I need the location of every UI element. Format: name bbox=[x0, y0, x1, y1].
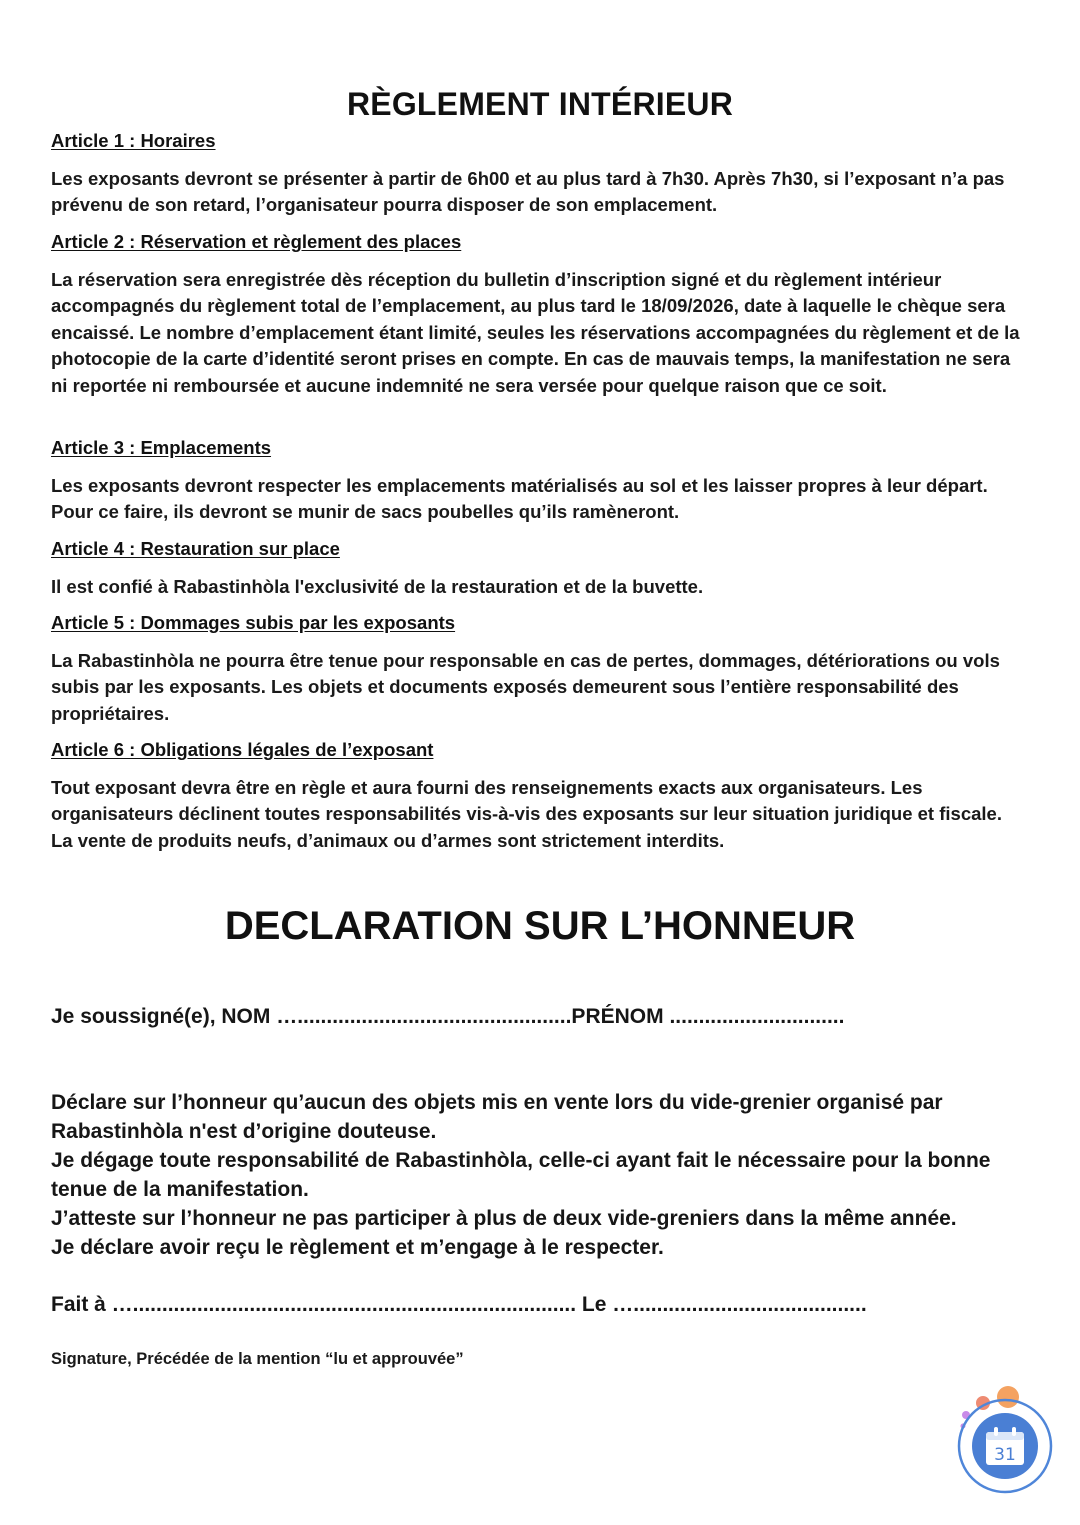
calendar-ring-left bbox=[994, 1427, 998, 1436]
article-body: Il est confié à Rabastinhòla l'exclusivité de la restauration et de la buvette. bbox=[51, 576, 704, 597]
article-1 bbox=[51, 130, 1026, 219]
calendar-day: 31 bbox=[994, 1445, 1016, 1465]
calendar-ring-right bbox=[1012, 1427, 1016, 1436]
dot-orange bbox=[997, 1386, 1019, 1408]
statement: Déclare sur l’honneur qu’aucun des objets mis en vente lors du vide-grenier organisé par Rabastinhòla n'est d’origine douteuse. bbox=[51, 1091, 943, 1143]
signature-note: Signature, Précédée de la mention “lu et approuvée” bbox=[51, 1350, 464, 1368]
calendar-badge[interactable] bbox=[950, 1382, 1060, 1497]
article-4 bbox=[51, 538, 1026, 600]
article-6 bbox=[51, 739, 1026, 854]
article-heading: Article 1 : Horaires bbox=[51, 130, 216, 151]
article-heading: Article 6 : Obligations légales de l’exposant bbox=[51, 739, 434, 760]
article-body: La réservation sera enregistrée dès réception du bulletin d’inscription signé et du règlement intérieur accompagnés du règlement total de l’emplacement, au plus tard le 18/09/2026, date à laquelle le chèque sera encaissé. Le nombre d’emplacement étant limité, seules les réservations accompagnées du règlement et de la photocopie de la carte d’identité seront prises en compte. En cas de mauvais temps, la manifestation ne sera ni reportée ni remboursée et aucune indemnité ne sera versée pour quelque raison que ce soit. bbox=[51, 269, 1020, 396]
name-line: Je soussigné(e), NOM …...............................................PRÉNOM .............................. bbox=[51, 1005, 845, 1028]
article-body: Les exposants devront se présenter à partir de 6h00 et au plus tard à 7h30. Après 7h30, si l’exposant n’a pas prévenu de son retard, l’organisateur pourra disposer de son emplacement. bbox=[51, 168, 1005, 216]
statement: J’atteste sur l’honneur ne pas participer à plus de deux vide-greniers dans la même année. bbox=[51, 1207, 957, 1230]
declaration-statements bbox=[51, 1088, 1041, 1262]
article-body: Tout exposant devra être en règle et aura fourni des renseignements exacts aux organisateurs. Les organisateurs déclinent toutes responsabilités vis-à-vis des exposants sur leur situation juridique et fiscale. La vente de produits neufs, d’animaux ou d’armes sont strictement interdits. bbox=[51, 777, 1002, 851]
statement: Je dégage toute responsabilité de Rabastinhòla, celle-ci ayant fait le nécessaire pour la bonne tenue de la manifestation. bbox=[51, 1149, 991, 1201]
article-5 bbox=[51, 612, 1026, 727]
article-body: Les exposants devront respecter les emplacements matérialisés au sol et les laisser propres à leur départ. Pour ce faire, ils devront se munir de sacs poubelles qu’ils ramèneront. bbox=[51, 475, 988, 523]
reglement-title: RÈGLEMENT INTÉRIEUR bbox=[346, 86, 734, 122]
article-2 bbox=[51, 231, 1026, 399]
article-heading: Article 5 : Dommages subis par les exposants bbox=[51, 612, 456, 633]
article-3 bbox=[51, 437, 1026, 526]
calendar-icon bbox=[950, 1382, 1060, 1497]
declaration-title: DECLARATION SUR L’HONNEUR bbox=[224, 904, 856, 948]
article-heading: Article 3 : Emplacements bbox=[51, 437, 272, 458]
statement: Je déclare avoir reçu le règlement et m’engage à le respecter. bbox=[51, 1236, 664, 1259]
calendar-header bbox=[986, 1432, 1024, 1440]
article-heading: Article 2 : Réservation et règlement des places bbox=[51, 231, 462, 252]
article-heading: Article 4 : Restauration sur place bbox=[51, 538, 340, 559]
place-date-line: Fait à …............................................................................ Le …........................................ bbox=[51, 1293, 867, 1316]
article-body: La Rabastinhòla ne pourra être tenue pour responsable en cas de pertes, dommages, détériorations ou vols subis par les exposants. Les objets et documents exposés demeurent sous l’entière responsabilité des propriétaires. bbox=[51, 650, 1000, 724]
